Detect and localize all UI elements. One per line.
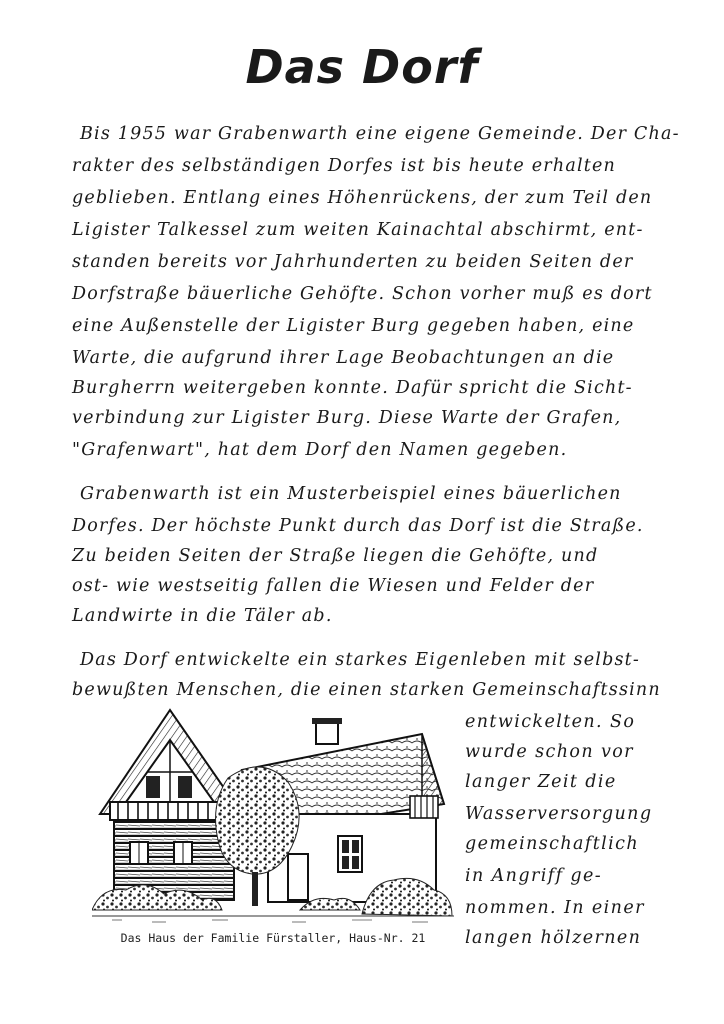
text-line: nommen. In einer (465, 898, 645, 918)
text-line: geblieben. Entlang eines Höhenrückens, der zum Teil den (72, 188, 653, 208)
text-line: Zu beiden Seiten der Straße liegen die Gehöfte, und (72, 546, 599, 566)
text-line: entwickelten. So (465, 712, 636, 732)
text-line: Wasserversorgung (465, 804, 653, 824)
text-line: wurde schon vor (465, 742, 634, 762)
text-line: Burgherrn weitergeben konnte. Dafür spricht die Sicht- (72, 378, 633, 398)
text-line: in Angriff ge- (465, 866, 603, 886)
text-line: gemeinschaftlich (465, 834, 640, 854)
text-line: ost- wie westseitig fallen die Wiesen und Felder der (72, 576, 595, 596)
text-line: langer Zeit die (465, 772, 617, 792)
text-line: verbindung zur Ligister Burg. Diese Warte der Grafen, (72, 408, 622, 428)
text-line: Grabenwarth ist ein Musterbeispiel eines bäuerlichen (80, 484, 622, 504)
text-line: Ligister Talkessel zum weiten Kainachtal abschirmt, ent- (72, 220, 644, 240)
image-caption: Das Haus der Familie Fürstaller, Haus-Nr. 21 (120, 931, 426, 945)
text-line: bewußten Menschen, die einen starken Gemeinschaftssinn (72, 680, 661, 700)
text-line: Dorfstraße bäuerliche Gehöfte. Schon vorher muß es dort (72, 284, 653, 304)
text-line: eine Außenstelle der Ligister Burg gegeben haben, eine (72, 316, 635, 336)
text-line: standen bereits vor Jahrhunderten zu beiden Seiten der (72, 252, 634, 272)
text-line: Bis 1955 war Grabenwarth eine eigene Gemeinde. Der Cha- (80, 124, 680, 144)
page-title: Das Dorf (245, 40, 479, 94)
text-line: rakter des selbständigen Dorfes ist bis heute erhalten (72, 156, 617, 176)
text-line: Landwirte in die Täler ab. (72, 606, 333, 626)
house-illustration (92, 704, 454, 932)
text-line: "Grafenwart", hat dem Dorf den Namen gegeben. (72, 440, 568, 460)
text-line: Dorfes. Der höchste Punkt durch das Dorf ist die Straße. (72, 516, 644, 536)
text-line: Warte, die aufgrund ihrer Lage Beobachtungen an die (72, 348, 615, 368)
text-line: langen hölzernen (465, 928, 642, 948)
text-line: Das Dorf entwickelte ein starkes Eigenleben mit selbst- (80, 650, 641, 670)
